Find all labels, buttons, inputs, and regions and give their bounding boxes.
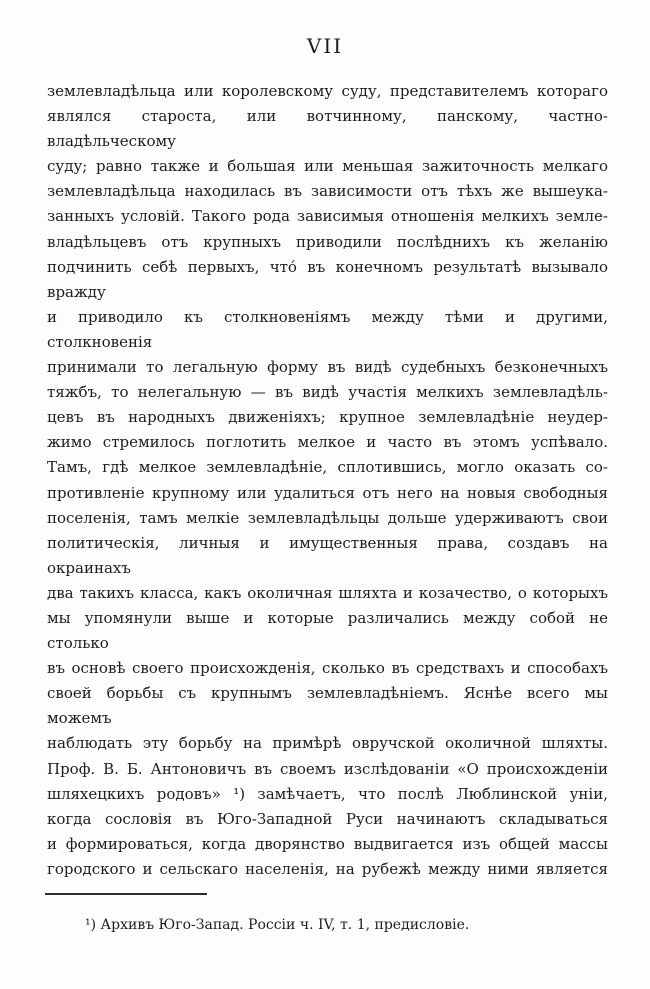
text-line: владѣльцевъ отъ крупныхъ приводили послѣднихъ къ желанію xyxy=(47,232,608,251)
text-line: подчинить себѣ первыхъ, что́ въ конечномъ результатѣ вызывало вражду xyxy=(47,257,608,301)
text-line: землевладѣльца находилась въ зависимости отъ тѣхъ же вышеука- xyxy=(47,182,608,201)
text-line xyxy=(47,882,608,885)
text-line: городского и сельскаго населенія, на рубежѣ между ними является xyxy=(47,859,608,878)
text-line: тяжбъ, то нелегальную — въ видѣ участія мелкихъ землевладѣль- xyxy=(47,383,608,402)
footnote-separator-rule xyxy=(45,893,207,895)
text-line: занныхъ условій. Такого рода зависимыя отношенія мелкихъ земле- xyxy=(47,207,608,226)
text-line: поселенія, тамъ мелкіе землевладѣльцы дольше удерживаютъ свои xyxy=(47,508,608,527)
text-line: своей борьбы съ крупнымъ землевладѣніемъ. Яснѣе всего мы можемъ xyxy=(47,684,608,728)
text-line: цевъ въ народныхъ движеніяхъ; крупное землевладѣніе неудер- xyxy=(47,408,608,427)
text-line: Проф. В. Б. Антоновичъ въ своемъ изслѣдованіи «О происхожденіи xyxy=(47,759,608,778)
text-line: принимали то легальную форму въ видѣ судебныхъ безконечныхъ xyxy=(47,358,608,377)
text-line: и приводило къ столкновеніямъ между тѣми и другими, столкновенія xyxy=(47,307,608,351)
text-line: являлся староста, или вотчинному, панскому, частно-владѣльческому xyxy=(47,107,608,151)
text-line: когда сословія въ Юго-Западной Руси начинаютъ складываться xyxy=(47,809,608,828)
footnote: ¹) Архивъ Юго-Запад. Россіи ч. IV, т. 1, предисловіе. xyxy=(85,917,470,933)
text-line: два такихъ класса, какъ околичная шляхта и козачество, о которыхъ xyxy=(47,583,608,602)
text-line: мы упомянули выше и которые различались между собой не столько xyxy=(47,608,608,653)
body-text xyxy=(47,79,608,885)
text-line: въ основѣ своего происхожденія, сколько въ средствахъ и способахъ xyxy=(47,659,608,678)
text-line: политическія, личныя и имущественныя права, создавъ на окраинахъ xyxy=(47,533,608,577)
text-line: и формироваться, когда дворянство выдвигается изъ общей массы xyxy=(47,834,608,853)
text-line: землевладѣльца или королевскому суду, представителемъ котораго xyxy=(47,82,608,100)
text-line: Тамъ, гдѣ мелкое землевладѣніе, сплотившись, могло оказать со- xyxy=(47,458,608,477)
text-line: наблюдать эту борьбу на примѣрѣ овручской околичной шляхты. xyxy=(47,734,608,753)
text-line: шляхецкихъ родовъ» ¹) замѣчаетъ, что послѣ Люблинской уніи, xyxy=(47,784,608,803)
text-line: противленіе крупному или удалиться отъ него на новыя свободныя xyxy=(47,483,608,502)
text-line: суду; равно также и большая или меньшая зажиточность мелкаго xyxy=(47,157,608,176)
page-number-roman: VII xyxy=(306,34,344,58)
text-line: жимо стремилось поглотить мелкое и часто въ этомъ успѣвало. xyxy=(47,433,608,452)
